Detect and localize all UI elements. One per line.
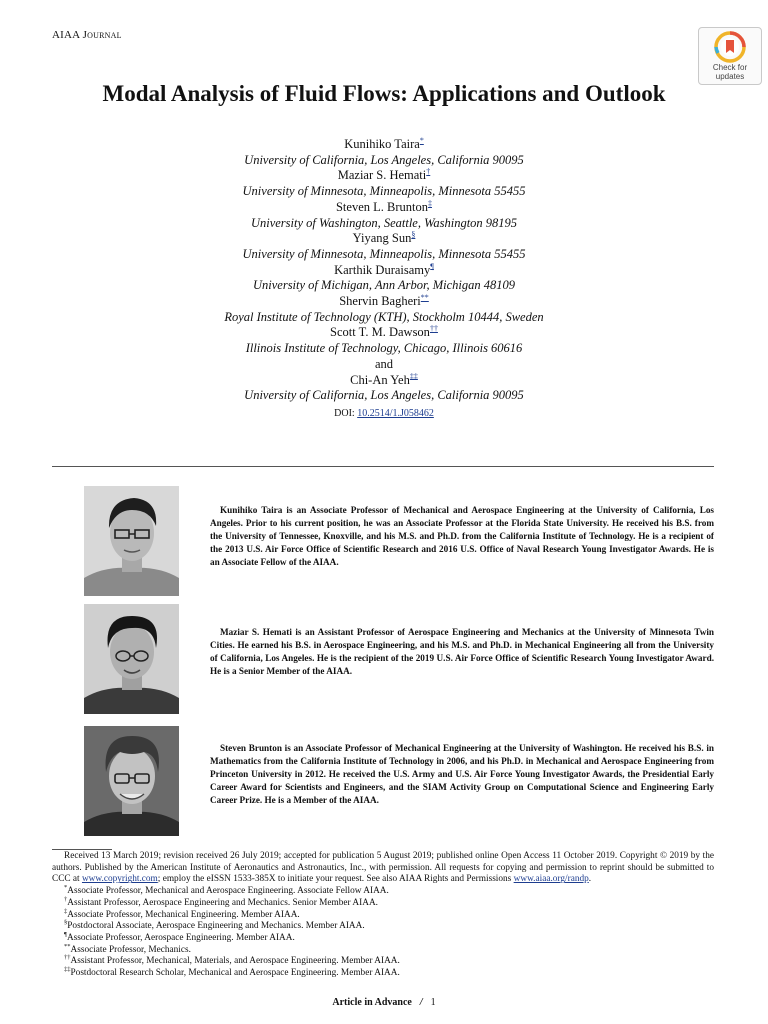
author-bio xyxy=(84,486,714,598)
footnote-text: Assistant Professor, Mechanical, Materials, and Aerospace Engineering. Member AIAA. xyxy=(70,956,400,967)
footnote-mark: ‡‡ xyxy=(64,965,71,973)
footer-separator: / xyxy=(419,997,423,1008)
footnote-text: Associate Professor, Aerospace Engineering. Member AIAA. xyxy=(66,932,295,943)
author-bio xyxy=(84,726,714,838)
author-affiliation: University of Michigan, Ann Arbor, Michigan 48109 xyxy=(252,278,516,293)
journal-name-rest: ournal xyxy=(87,29,122,41)
footnote-link[interactable]: * xyxy=(419,135,424,145)
author-affiliation: University of Washington, Seattle, Washington 98195 xyxy=(250,215,518,230)
received-text-mid: ; employ the eISSN 1533-385X to initiate your request. See also AIAA Rights and Permissions xyxy=(157,874,514,885)
bio-text: Maziar S. Hemati is an Assistant Professor of Aerospace Engineering and Mechanics at the University of Minnesota Twin Cities. He earned his B.S. in Aerospace Engineering, and his M.S. and Ph.D. in Mechanical Engineering all from the University of California, Los Angeles. He is the recipient of the 2019 U.S. Air Force Office of Scientific Research Young Investigator Award. He is a Senior Member of the AIAA. xyxy=(210,627,714,676)
received-text-end: . xyxy=(588,874,592,885)
author-name xyxy=(0,325,768,341)
footnote-text: Associate Professor, Mechanical Engineering. Member AIAA. xyxy=(67,909,300,920)
footnote xyxy=(52,907,714,922)
doi-label: DOI: xyxy=(334,407,358,419)
author-name-text: Yiyang Sun xyxy=(352,231,412,246)
footnote-mark: † xyxy=(64,895,68,903)
footnote xyxy=(52,930,714,945)
author-name xyxy=(0,231,768,247)
author-affiliation: University of Minnesota, Minneapolis, Minnesota 55455 xyxy=(242,246,526,261)
footnote-mark: ** xyxy=(64,942,71,950)
footnotes xyxy=(52,851,714,980)
footnote-link[interactable]: †† xyxy=(429,324,438,334)
journal-name-initial: AIAA J xyxy=(52,29,88,41)
received-note xyxy=(52,851,714,886)
author-bio xyxy=(84,604,714,716)
footnote-link[interactable]: ¶ xyxy=(430,261,434,271)
author-name-text: Chi-An Yeh xyxy=(350,372,410,387)
author-name xyxy=(0,168,768,184)
bio-text: Kunihiko Taira is an Associate Professor of Mechanical and Aerospace Engineering at the University of California, Los Angeles. Prior to his current position, he was an Associate Professor at the Florida State University. He received his B.S. from the University of Tennessee, Knoxville, and his M.S. and Ph.D. from the California Institute of Technology. He is a recipient of the 2013 U.S. Air Force Office of Scientific Research and 2016 U.S. Office of Naval Research Young Investigator Awards. He is an Associate Fellow of the AIAA. xyxy=(210,505,714,567)
footnote-mark: * xyxy=(64,884,68,892)
author-name xyxy=(0,137,768,153)
footnote-link[interactable]: ‡ xyxy=(428,198,432,208)
author-affiliation: Illinois Institute of Technology, Chicago, Illinois 60616 xyxy=(245,341,523,356)
author-name-text: Scott T. M. Dawson xyxy=(330,325,430,340)
footnote-link[interactable]: † xyxy=(426,167,431,177)
author-photo xyxy=(84,604,179,714)
footnote xyxy=(52,942,714,957)
author-photo xyxy=(84,486,179,596)
bio-text: Steven Brunton is an Associate Professor of Mechanical Engineering at the University of Washington. He received his B.S. in Mathematics from the California Institute of Technology in 2006, and his Ph.D. in Mechanical and Aerospace Engineering from Princeton University in 2012. He received the U.S. Army and U.S. Air Force Young Investigator Awards, the Presidential Early Career Award for Scientists and Engineers, and the SIAM Activity Group on Computational Science and Engineering Early Career Prize. He is a Member of the AIAA. xyxy=(210,743,714,805)
author-affiliation: University of California, Los Angeles, California 90095 xyxy=(244,152,524,167)
footnote-mark: ‡ xyxy=(64,907,68,915)
footnote xyxy=(52,886,714,898)
author-name xyxy=(0,373,768,389)
footer-label: Article in Advance xyxy=(332,997,412,1008)
and-separator: and xyxy=(374,356,394,371)
author-name xyxy=(0,263,768,279)
footnote-mark: †† xyxy=(64,954,71,962)
author-affiliation: University of California, Los Angeles, California 90095 xyxy=(244,388,524,403)
footnote xyxy=(52,956,714,968)
footnote-text: Assistant Professor, Aerospace Engineering and Mechanics. Senior Member AIAA. xyxy=(67,897,378,908)
footnote-text: Postdoctoral Research Scholar, Mechanical and Aerospace Engineering. Member AIAA. xyxy=(70,968,400,979)
author-name xyxy=(0,294,768,310)
footnote xyxy=(52,921,714,933)
page-number: 1 xyxy=(430,997,436,1008)
crossmark-icon xyxy=(714,31,746,63)
author-list xyxy=(0,137,768,422)
footnote-link[interactable]: § xyxy=(411,230,416,240)
doi-link[interactable]: 10.2514/1.J058462 xyxy=(357,407,434,419)
rights-link[interactable]: www.aiaa.org/randp xyxy=(513,874,589,885)
author-affiliation: Royal Institute of Technology (KTH), Stockholm 10444, Sweden xyxy=(224,309,544,324)
page-footer xyxy=(0,997,768,1008)
footnote-link[interactable]: ** xyxy=(420,292,429,302)
doi xyxy=(0,406,768,422)
author-name-text: Kunihiko Taira xyxy=(344,137,420,151)
author-name xyxy=(0,200,768,216)
author-name-text: Maziar S. Hemati xyxy=(337,168,427,183)
received-text: Received 13 March 2019; revision received 26 July 2019; accepted for publication 5 August 2019; published online Open Access 11 October 2019. Copyright © 2019 by the authors. Published by the American Institute of Aeronautics and Astronautics, Inc., with permission. All requests for copying and permission to reprint should be submitted to CCC at xyxy=(52,851,714,885)
author-name-text: Karthik Duraisamy xyxy=(334,262,431,277)
check-for-updates-button[interactable] xyxy=(698,27,762,85)
section-divider xyxy=(52,466,714,467)
footnote-text: Postdoctoral Associate, Aerospace Engineering and Mechanics. Member AIAA. xyxy=(67,921,365,932)
footnote-divider xyxy=(52,849,112,850)
footnote-mark: § xyxy=(64,919,68,927)
footnote xyxy=(52,965,714,980)
copyright-link[interactable]: www.copyright.com xyxy=(81,874,158,885)
footnote-text: Associate Professor, Mechanics. xyxy=(70,944,191,955)
author-name-text: Shervin Bagheri xyxy=(339,294,421,309)
badge-line-1: Check for xyxy=(712,63,748,72)
paper-title: Modal Analysis of Fluid Flows: Applications and Outlook xyxy=(102,81,666,106)
author-affiliation: University of Minnesota, Minneapolis, Minnesota 55455 xyxy=(242,184,526,199)
badge-line-2: updates xyxy=(715,72,745,81)
author-photo xyxy=(84,726,179,836)
footnote-link[interactable]: ‡‡ xyxy=(409,371,418,381)
journal-name xyxy=(52,29,122,41)
author-name-text: Steven L. Brunton xyxy=(335,199,428,214)
footnote-mark: ¶ xyxy=(64,930,67,938)
footnote xyxy=(52,895,714,910)
footnote-text: Associate Professor, Mechanical and Aerospace Engineering. Associate Fellow AIAA. xyxy=(67,886,389,897)
